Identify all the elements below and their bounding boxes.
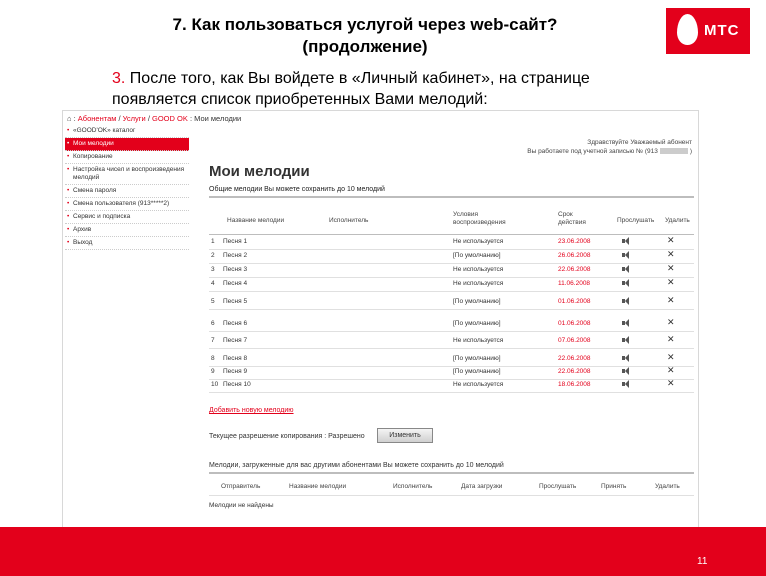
col-other-name: Название мелодии [289, 483, 347, 490]
delete-icon[interactable]: ✕ [667, 295, 675, 305]
melody-name: Песня 2 [223, 252, 248, 259]
sidebar-item-password[interactable]: • Смена пароля [65, 185, 189, 198]
delete-icon[interactable]: ✕ [667, 235, 675, 245]
change-button[interactable]: Изменить [377, 428, 433, 443]
table-row [209, 366, 694, 380]
col-status: Условия воспроизведения [453, 211, 506, 226]
table-row [209, 296, 694, 310]
delete-icon[interactable]: ✕ [667, 249, 675, 259]
delete-icon[interactable]: ✕ [667, 378, 675, 388]
melody-expiry: 07.06.2008 [558, 337, 591, 344]
page-number: 11 [697, 556, 708, 567]
melody-status: Не используется [453, 381, 504, 388]
row-number: 4 [211, 280, 215, 287]
table-row [209, 278, 694, 292]
egg-icon [677, 14, 698, 45]
melody-name: Песня 7 [223, 337, 248, 344]
welcome-line2: Вы работаете под учетной записью № (913 ) [527, 148, 692, 155]
row-number: 7 [211, 337, 215, 344]
row-number: 3 [211, 266, 215, 273]
play-icon[interactable] [622, 354, 631, 364]
delete-icon[interactable]: ✕ [667, 334, 675, 344]
melody-expiry: 23.06.2008 [558, 238, 591, 245]
other-melodies-header: Мелодии, загруженные для вас другими абонентами Вы можете сохранить до 10 мелодий [209, 462, 504, 469]
delete-icon[interactable]: ✕ [667, 263, 675, 273]
melody-name: Песня 6 [223, 320, 248, 327]
play-icon[interactable] [622, 279, 631, 289]
breadcrumb-goodok[interactable]: GOOD OK [152, 114, 188, 123]
table-row [209, 236, 694, 250]
col-other-accept: Принять [601, 483, 627, 490]
col-name: Название мелодии [227, 217, 285, 224]
table-row [209, 264, 694, 278]
table-header [209, 209, 694, 233]
melody-name: Песня 5 [223, 298, 248, 305]
site-screenshot [62, 110, 699, 530]
row-number: 2 [211, 252, 215, 259]
sidebar-item-copy[interactable]: • Копирование [65, 151, 189, 164]
melody-name: Песня 3 [223, 266, 248, 273]
breadcrumb-subscribers[interactable]: Абонентам [77, 114, 117, 123]
row-number: 6 [211, 320, 215, 327]
melody-name: Песня 9 [223, 368, 248, 375]
melody-expiry: 22.06.2008 [558, 355, 591, 362]
slide-title-line1: 7. Как пользоваться услугой через web-сайт? [172, 15, 558, 34]
table-row [209, 335, 694, 349]
divider [209, 472, 694, 474]
delete-icon[interactable]: ✕ [667, 317, 675, 327]
row-number: 10 [211, 381, 219, 388]
subtitle-number: 3. [112, 70, 126, 87]
melody-status: Не используется [453, 238, 504, 245]
melody-name: Песня 8 [223, 355, 248, 362]
delete-icon[interactable]: ✕ [667, 277, 675, 287]
divider [209, 196, 694, 198]
melody-name: Песня 4 [223, 280, 248, 287]
slide-title-line2: (продолжение) [302, 37, 428, 56]
melody-status: [По умолчанию] [453, 320, 501, 327]
table-row [209, 353, 694, 367]
table-row [209, 379, 694, 393]
melody-status: Не используется [453, 266, 504, 273]
melody-name: Песня 10 [223, 381, 251, 388]
col-other-listen: Прослушать [539, 483, 577, 490]
melody-expiry: 11.06.2008 [558, 280, 591, 287]
col-artist: Исполнитель [329, 217, 369, 224]
page-title: Мои мелодии [209, 163, 310, 180]
subtitle-text: После того, как Вы войдете в «Личный кабинет», на странице появляется список приобретенных Вами мелодий: [112, 70, 590, 108]
home-icon[interactable]: ⌂ [67, 114, 72, 123]
col-other-artist: Исполнитель [393, 483, 433, 490]
play-icon[interactable] [622, 336, 631, 346]
melody-status: [По умолчанию] [453, 298, 501, 305]
slide-subtitle [112, 68, 672, 110]
melody-status: Не используется [453, 280, 504, 287]
footer-bar [0, 527, 766, 576]
play-icon[interactable] [622, 265, 631, 275]
melody-status: [По умолчанию] [453, 252, 501, 259]
copy-permission-text: Текущее разрешение копирования : Разрешено [209, 433, 365, 440]
table-row [209, 318, 694, 332]
breadcrumb-services[interactable]: Услуги [122, 114, 146, 123]
divider [209, 234, 694, 235]
row-number: 8 [211, 355, 215, 362]
table-row [209, 250, 694, 264]
melody-status: Не используется [453, 337, 504, 344]
play-icon[interactable] [622, 297, 631, 307]
play-icon[interactable] [622, 380, 631, 390]
sidebar-item-service[interactable]: • Сервис и подписка [65, 211, 189, 224]
logo-text: МТС [704, 22, 740, 39]
breadcrumb-current: Мои мелодии [194, 114, 242, 123]
breadcrumb: ⌂ : Абонентам / Услуги / GOOD OK : Мои мелодии [67, 114, 242, 123]
delete-icon[interactable]: ✕ [667, 365, 675, 375]
melody-status: [По умолчанию] [453, 368, 501, 375]
melody-expiry: 26.06.2008 [558, 252, 591, 259]
mts-logo [666, 8, 750, 54]
sidebar-item-archive[interactable]: • Архив [65, 224, 189, 237]
melody-expiry: 18.06.2008 [558, 381, 591, 388]
sidebar-item-my-melodies[interactable]: • Мои мелодии [65, 138, 189, 151]
sidebar-menu [65, 125, 189, 250]
col-listen: Прослушать [617, 217, 655, 224]
row-number: 1 [211, 238, 215, 245]
add-melody-link[interactable]: Добавить новую мелодию [209, 407, 294, 414]
col-sender: Отправитель [221, 483, 261, 490]
melody-name: Песня 1 [223, 238, 248, 245]
slide-title [60, 14, 670, 58]
play-icon[interactable] [622, 319, 631, 329]
sidebar-item-settings[interactable]: • Настройка чисел и воспроизведения мелодий [65, 164, 189, 185]
welcome-block [527, 138, 692, 156]
play-icon[interactable] [622, 251, 631, 261]
welcome-line1: Здравствуйте Уважаемый абонент [587, 139, 692, 146]
melody-expiry: 01.06.2008 [558, 320, 591, 327]
sidebar-item-exit[interactable]: • Выход [65, 237, 189, 250]
col-other-delete: Удалить [655, 483, 680, 490]
col-other-date: Дата загрузки [461, 483, 503, 490]
section-header: Общие мелодии Вы можете сохранить до 10 мелодий [209, 186, 385, 193]
melody-status: [По умолчанию] [453, 355, 501, 362]
row-number: 9 [211, 368, 215, 375]
play-icon[interactable] [622, 237, 631, 247]
col-delete: Удалить [665, 217, 690, 224]
delete-icon[interactable]: ✕ [667, 352, 675, 362]
other-table-header [209, 483, 694, 496]
melody-expiry: 22.06.2008 [558, 368, 591, 375]
sidebar-item-change-user[interactable]: • Смена пользователя (913*****2) [65, 198, 189, 211]
sidebar-item-catalog[interactable]: • «GOOD'OK» каталог [65, 125, 189, 138]
no-melodies-text: Мелодии не найдены [209, 502, 274, 509]
melody-expiry: 01.06.2008 [558, 298, 591, 305]
col-term: Срок действия [558, 211, 586, 226]
melody-expiry: 22.06.2008 [558, 266, 591, 273]
row-number: 5 [211, 298, 215, 305]
play-icon[interactable] [622, 367, 631, 377]
